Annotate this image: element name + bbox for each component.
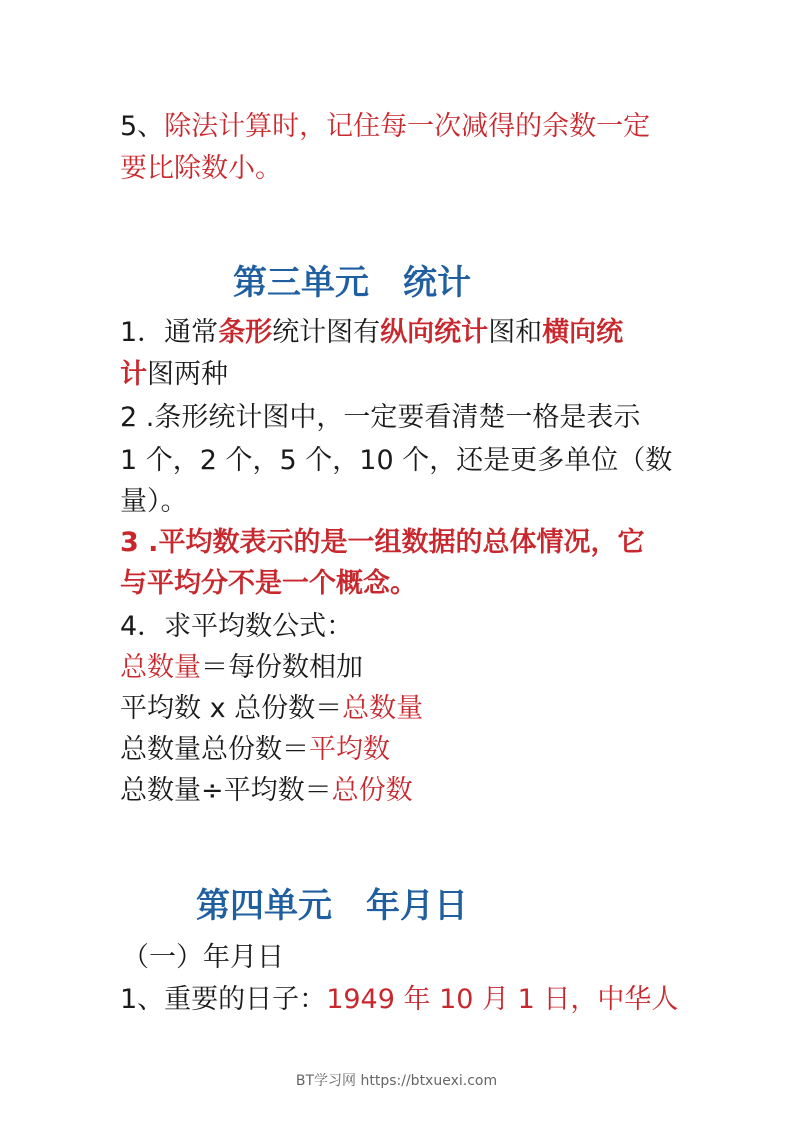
emphasis-horizontal-end: 计	[120, 359, 147, 390]
rule-5-line-2: 要比除数小。	[120, 153, 282, 184]
formula-text: 总数量总份数＝	[120, 734, 309, 765]
formula-4	[120, 770, 680, 812]
text: 1、重要的日子：	[120, 984, 327, 1015]
unit-3-point-1-line-2	[120, 354, 680, 396]
formula-result: 总份数	[331, 775, 413, 806]
rule-5-line-1	[120, 106, 680, 148]
unit-4-subheading: （一）年月日	[122, 942, 284, 973]
unit-3-point-2-line-2: 1 个，2 个，5 个，10 个，还是更多单位（数	[120, 445, 673, 476]
unit-3-heading: 第三单元 统计	[233, 263, 471, 303]
unit-4-point-1	[120, 979, 680, 1021]
emphasis-horizontal: 横向统	[542, 317, 624, 348]
formula-text: 总数量÷平均数＝	[120, 775, 332, 806]
unit-4-heading: 第四单元 年月日	[196, 886, 468, 926]
unit-3-point-2-line-1: 2 .条形统计图中，一定要看清楚一格是表示	[120, 402, 641, 433]
formula-result: 总数量	[342, 693, 424, 724]
formula-2	[120, 688, 680, 730]
unit-3-point-4-heading: 4．求平均数公式：	[120, 611, 354, 642]
formula-1	[120, 647, 680, 689]
formula-result: 平均数	[309, 734, 390, 765]
text: 统计图有	[272, 317, 381, 348]
text: 图两种	[147, 359, 228, 390]
footer-source: BT学习网 https://btxuexi.com	[295, 1073, 498, 1089]
unit-3-point-1-line-1	[120, 312, 680, 354]
formula-term: 总数量	[120, 652, 201, 683]
text: 图和	[488, 317, 543, 348]
emphasis-bar: 条形	[218, 317, 273, 348]
emphasis-vertical: 纵向统计	[380, 317, 489, 348]
important-date: 1949 年 10 月 1 日，中华人	[326, 984, 679, 1015]
text: 1．通常	[120, 317, 219, 348]
unit-3-point-3-line-1: 3 .平均数表示的是一组数据的总体情况，它	[120, 527, 645, 558]
rule-5-text: 除法计算时，记住每一次减得的余数一定	[164, 111, 651, 142]
unit-3-point-3-line-2: 与平均分不是一个概念。	[120, 568, 417, 599]
formula-text: 平均数 x 总份数＝	[120, 693, 343, 724]
formula-text: ＝每份数相加	[201, 652, 363, 683]
unit-3-point-2-line-3: 量）。	[120, 486, 188, 517]
formula-3	[120, 729, 680, 771]
rule-number: 5、	[120, 111, 165, 142]
